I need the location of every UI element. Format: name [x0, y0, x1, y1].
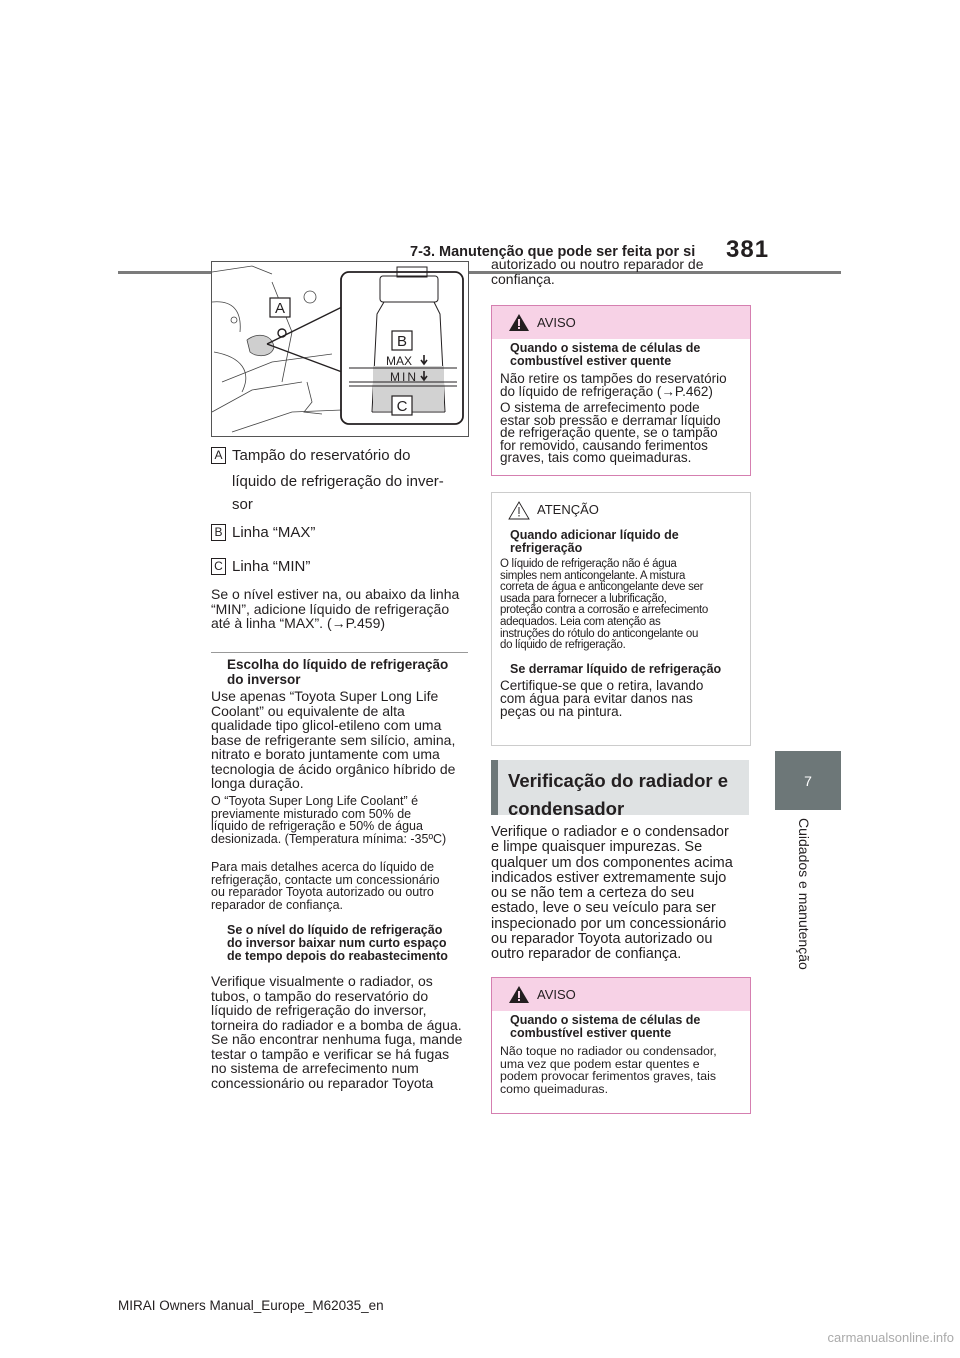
legend-item-c	[211, 556, 471, 578]
callout-a	[270, 298, 290, 317]
caution-heading: Quando adicionar líquido de refrigeração	[510, 528, 679, 555]
para-premix: O “Toyota Super Long Life Coolant” é previamente misturado com 50% de líquido de refrigeração e 50% de água desionizada. (Temperatura mínima: -35ºC)	[211, 794, 447, 846]
footer-manual-name: MIRAI Owners Manual_Europe_M62035_en	[118, 1298, 384, 1313]
caution-title: ATENÇÃO	[537, 502, 599, 517]
callout-c	[392, 396, 412, 415]
warning-title-2: AVISO	[537, 987, 576, 1002]
separator	[211, 652, 468, 653]
warning-title: AVISO	[537, 315, 576, 330]
legend-item-a	[211, 445, 471, 467]
caution-para-1: O líquido de refrigeração não é água simples nem anticongelante. A mistura correta de água e anticongelante deve ser usada para fornecer a lubrificação, proteção contra a corrosão e arrefecimento adequados. Leia com atenção as instruções do rótulo do anticongelante ou do líquido de refrigeração.	[500, 558, 708, 652]
caution-triangle-icon	[508, 501, 530, 520]
watermark: carmanualsonline.info	[827, 1330, 954, 1345]
para-coolant-type: Use apenas “Toyota Super Long Life Coolant” ou equivalente de alta qualidade tipo glicol-etileno com uma base de refrigerante sem silício, amina, nitrato e borato juntamente com uma tecnologia de ácido orgânico híbrido de longa duração.	[211, 688, 456, 791]
legend-item-b	[211, 522, 471, 544]
warning-para-1: Não retire os tampões do reservatório do líquido de refrigeração (→P.462)	[500, 371, 727, 399]
legend-text-c: Linha “MIN”	[232, 558, 311, 575]
heading-level-drop: Se o nível do líquido de refrigeração do inversor baixar num curto espaço de tempo depois do reabastecimento	[227, 923, 448, 963]
min-mark: MIN	[390, 370, 418, 384]
legend-key-c: C	[211, 558, 226, 575]
warning-triangle-icon	[508, 313, 530, 332]
max-mark: MAX	[386, 354, 413, 368]
para-more-details: Para mais detalhes acerca do líquido de refrigeração, contacte um concessionário ou reparador Toyota autorizado ou outro reparador de confiança.	[211, 860, 440, 912]
reservoir-drawing	[212, 262, 468, 436]
legend-text-b: Linha “MAX”	[232, 524, 316, 541]
callout-a-label: A	[274, 300, 286, 317]
chapter-number: 7	[804, 772, 812, 789]
warning-heading-2: Quando o sistema de células de combustível estiver quente	[510, 1013, 701, 1040]
continuation-paragraph: autorizado ou noutro reparador de confiança.	[491, 256, 704, 287]
warning-para-radiator: Não toque no radiador ou condensador, uma vez que podem estar quentes e podem provocar ferimentos graves, tais como queimaduras.	[500, 1044, 717, 1096]
coolant-reservoir-illustration	[211, 261, 469, 437]
warning-para-2: O sistema de arrefecimento pode estar sob pressão e derramar líquido de refrigeração quente, se o tampão for removido, causando ferimentos graves, tais como queimaduras.	[500, 400, 721, 465]
callout-c-label: C	[396, 398, 408, 415]
caution-para-2: Certifique-se que o retira, lavando com água para evitar danos nas peças ou na pintura.	[500, 677, 704, 719]
chapter-tab	[775, 751, 841, 810]
warning-header-2	[492, 978, 750, 1011]
legend-text-a-3: sor	[232, 496, 253, 513]
callout-b	[392, 331, 412, 350]
para-radiator-check: Verifique o radiador e o condensador e limpe quaisquer impurezas. Se qualquer um dos componentes acima indicados estiver extremamente sujo ou se não tem a certeza do seu estado, leve o seu veículo para ser inspecionado por um concessionário ou reparador Toyota autorizado ou outro reparador de confiança.	[491, 824, 733, 963]
legend-key-a: A	[211, 447, 226, 464]
intro-paragraph: Se o nível estiver na, ou abaixo da linha “MIN”, adicione líquido de refrigeração até à linha “MAX”. (→P.459)	[211, 586, 460, 631]
warning-header	[492, 306, 750, 339]
legend-key-b: B	[211, 524, 226, 541]
chapter-title-vertical: Cuidados e manutenção	[796, 818, 812, 970]
warning-triangle-icon	[508, 985, 530, 1004]
caution-heading-2: Se derramar líquido de refrigeração	[510, 661, 722, 676]
section-title: 7-3. Manutenção que pode ser feita por si	[410, 244, 696, 260]
warning-box-hot-system	[491, 305, 751, 476]
para-visual-check: Verifique visualmente o radiador, os tubos, o tampão do reservatório do líquido de refrigeração do inversor, torneira do radiador e a bomba de água. Se não encontrar nenhuma fuga, mande testar o tampão e verificar se há fugas no sistema de arrefecimento num concessionário ou reparador Toyota	[211, 973, 463, 1091]
callout-b-label: B	[396, 333, 408, 350]
page-number: 381	[726, 236, 770, 263]
legend-text-a-2: líquido de refrigeração do inver-	[232, 473, 444, 490]
legend-text-a-1: Tampão do reservatório do	[232, 447, 411, 464]
heading-coolant-choice: Escolha do líquido de refrigeração do inversor	[227, 657, 449, 687]
caution-header	[492, 493, 750, 526]
caution-box-add-coolant	[491, 492, 751, 746]
section-heading-radiator: Verificação do radiador e condensador	[491, 760, 749, 815]
warning-box-radiator-hot	[491, 977, 751, 1114]
warning-heading: Quando o sistema de células de combustível estiver quente	[510, 341, 701, 368]
